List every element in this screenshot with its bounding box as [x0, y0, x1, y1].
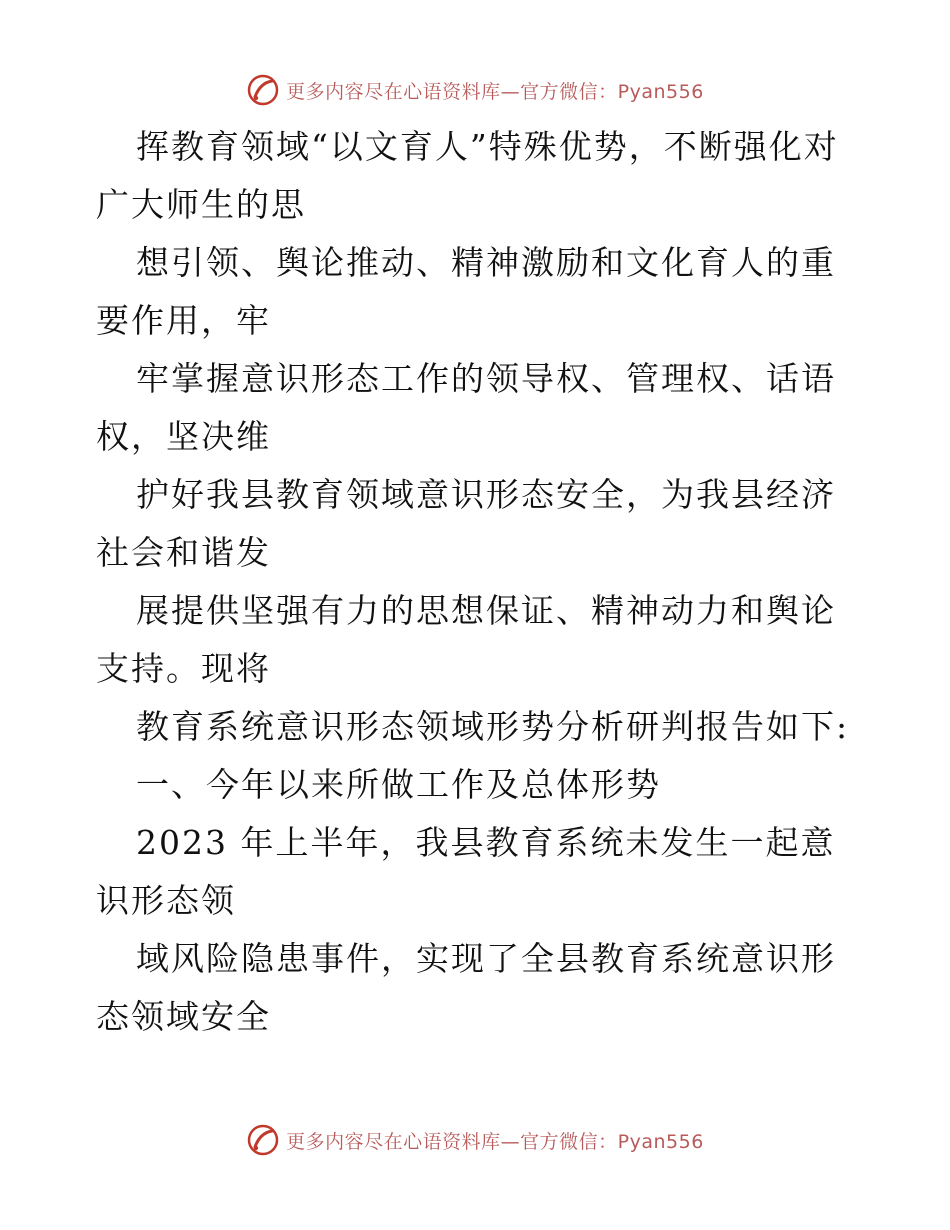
paragraph-6: 教育系统意识形态领域形势分析研判报告如下:: [136, 707, 850, 746]
paragraph-8: 域风险隐患事件，实现了全县教育系统意识形态领域安全: [96, 939, 836, 1036]
document-body: [96, 118, 866, 1046]
paragraph-7: 2023 年上半年，我县教育系统未发生一起意识形态领: [96, 823, 836, 920]
paragraph-2: 想引领、舆论推动、精神激励和文化育人的重要作用，牢: [96, 243, 836, 340]
footer-watermark: [0, 1120, 950, 1160]
paragraph-4: 护好我县教育领域意识形态安全，为我县经济社会和谐发: [96, 475, 836, 572]
section-heading-1: 一、今年以来所做工作及总体形势: [136, 765, 661, 804]
header-watermark: [0, 70, 950, 110]
header-watermark-text: 更多内容尽在心语资料库—官方微信：Pyan556: [286, 80, 704, 103]
paragraph-1: 挥教育领域“以文育人”特殊优势，不断强化对广大师生的思: [96, 127, 839, 224]
paragraph-5: 展提供坚强有力的思想保证、精神动力和舆论支持。现将: [96, 591, 836, 688]
brush-pen-logo-icon: [246, 73, 280, 107]
brush-pen-logo-icon: [246, 1123, 280, 1157]
footer-watermark-text: 更多内容尽在心语资料库—官方微信：Pyan556: [286, 1130, 704, 1153]
paragraph-3: 牢掌握意识形态工作的领导权、管理权、话语权，坚决维: [96, 359, 836, 456]
